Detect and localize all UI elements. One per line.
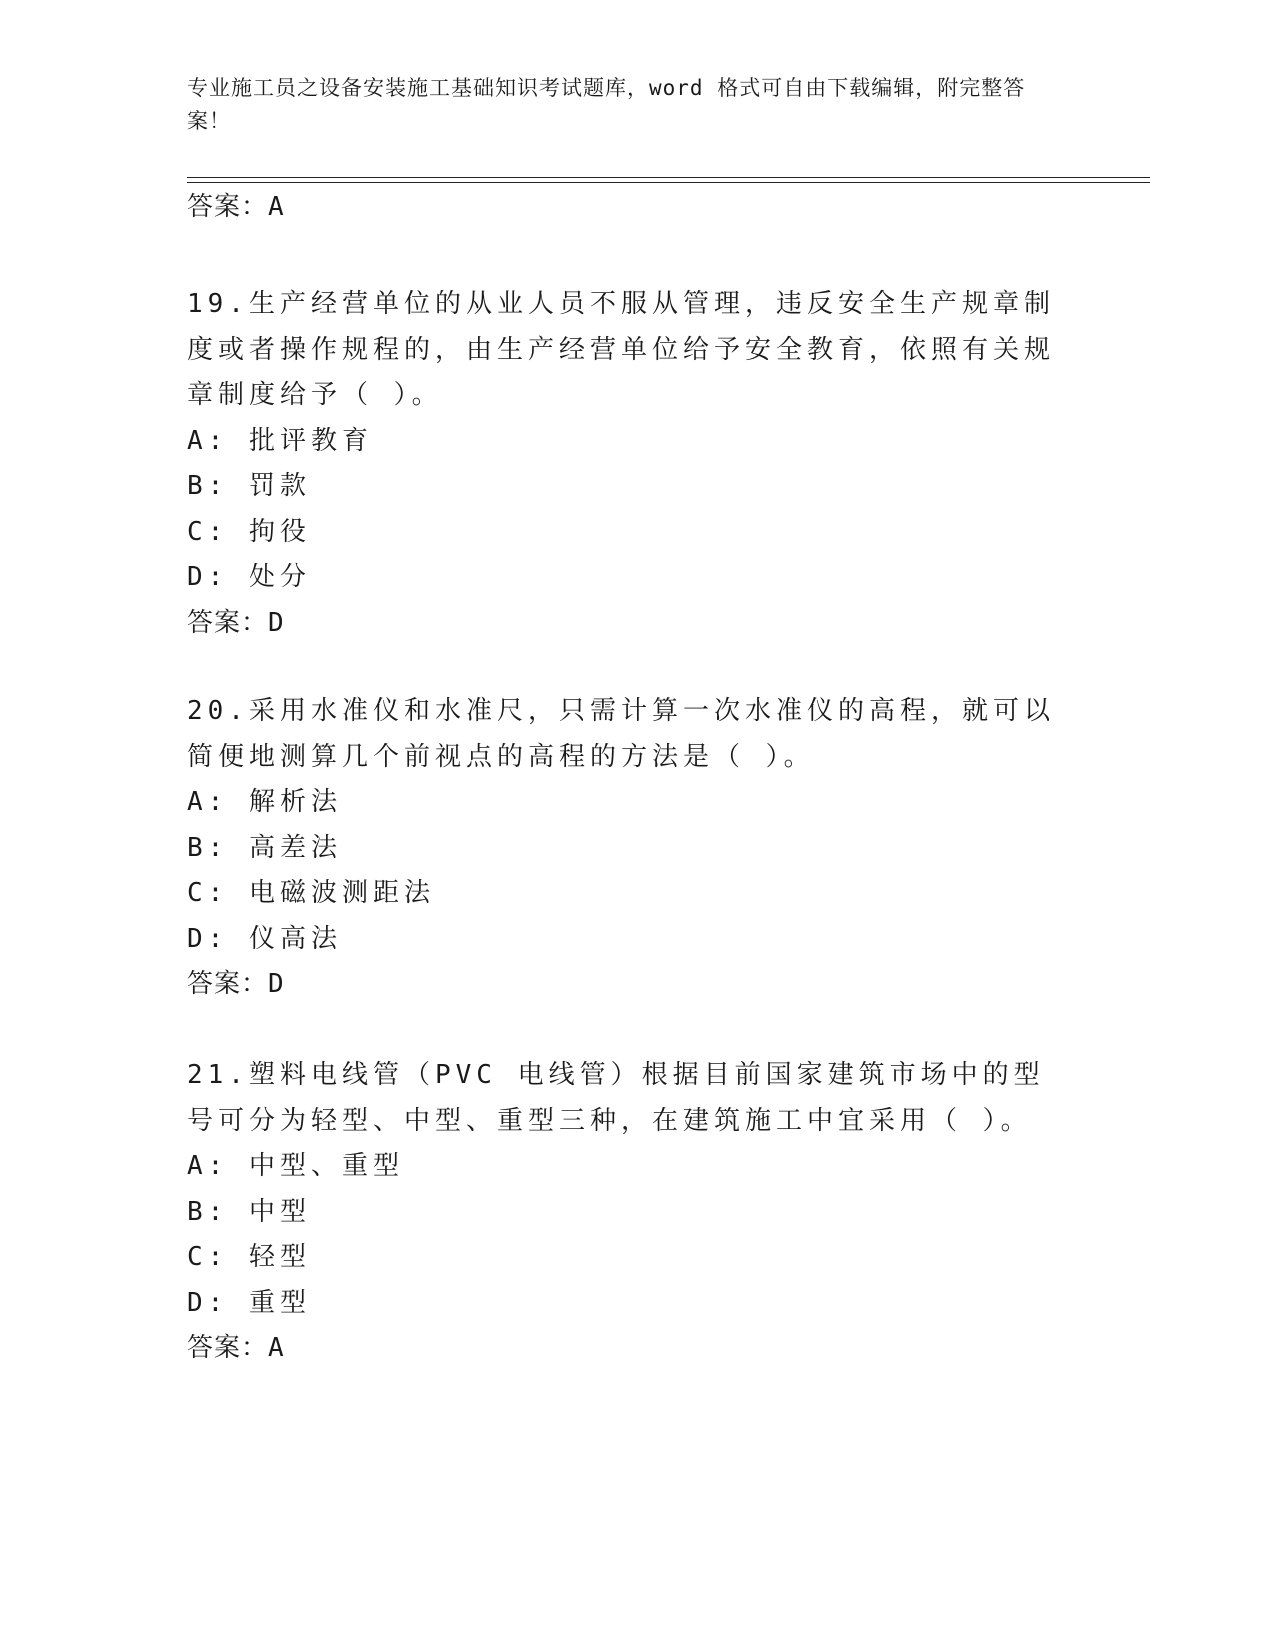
answer-value: D (268, 969, 285, 999)
question-answer (187, 601, 1067, 647)
answer-value: A (268, 192, 285, 222)
question-answer (187, 1326, 1067, 1372)
answer-value: D (268, 607, 285, 638)
previous-answer (187, 190, 285, 224)
option-a: A: 解析法 (187, 787, 342, 817)
option-c: C: 电磁波测距法 (187, 878, 435, 908)
option-c: C: 拘役 (187, 516, 311, 547)
question-stem: 19.生产经营单位的从业人员不服从管理，违反安全生产规章制度或者操作规程的，由生产经营单位给予安全教育，依照有关规章制度给予（ ）。 (187, 289, 1056, 410)
answer-label: 答案： (187, 192, 269, 222)
question-answer (187, 962, 1067, 1008)
question-stem: 21.塑料电线管（PVC 电线管）根据目前国家建筑市场中的型号可分为轻型、中型、重型三种，在建筑施工中宜采用（ ）。 (187, 1060, 1045, 1136)
question-21 (187, 1053, 1067, 1372)
option-b: B: 中型 (187, 1196, 311, 1227)
answer-label: 答案： (187, 969, 269, 999)
option-b: B: 罚款 (187, 471, 311, 501)
question-19 (187, 282, 1067, 646)
option-d: D: 仪高法 (187, 923, 342, 954)
header-divider-bottom (187, 182, 1150, 183)
header-divider-top (187, 177, 1150, 178)
question-20 (187, 689, 1067, 1008)
document-header: 专业施工员之设备安装施工基础知识考试题库，word 格式可自由下载编辑，附完整答案！ (187, 76, 1026, 133)
option-d: D: 处分 (187, 562, 311, 592)
option-c: C: 轻型 (187, 1242, 311, 1272)
question-stem: 20.采用水准仪和水准尺，只需计算一次水准仪的高程，就可以简便地测算几个前视点的高程的方法是（ ）。 (187, 696, 1055, 772)
answer-label: 答案： (187, 1333, 269, 1363)
option-d: D: 重型 (187, 1287, 311, 1318)
option-a: A: 中型、重型 (187, 1151, 404, 1181)
answer-value: A (268, 1333, 285, 1363)
answer-label: 答案： (187, 607, 269, 638)
option-a: A: 批评教育 (187, 425, 373, 456)
option-b: B: 高差法 (187, 832, 342, 863)
